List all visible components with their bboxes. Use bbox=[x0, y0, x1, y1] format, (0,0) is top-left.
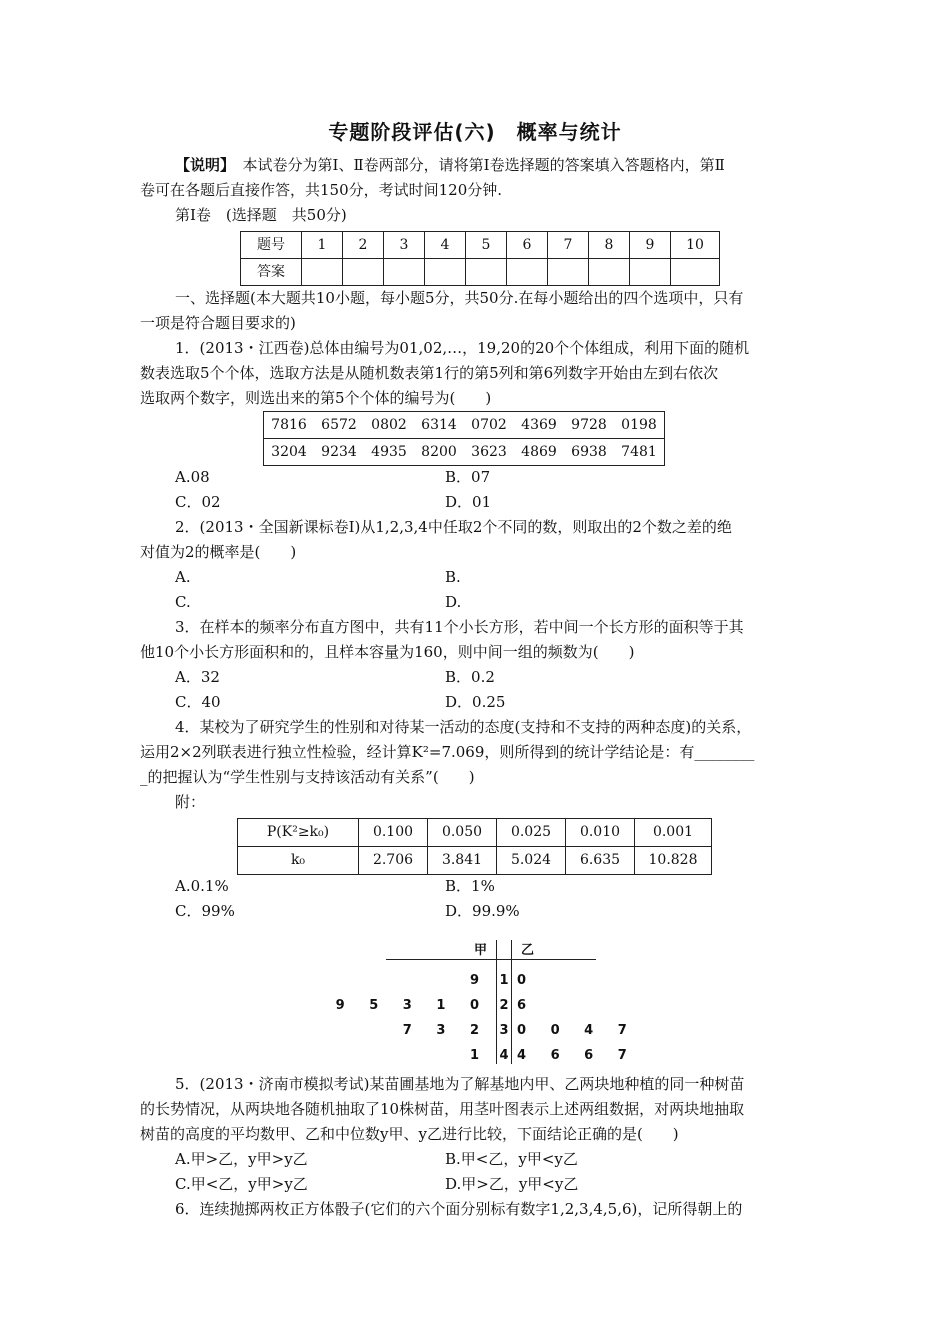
q4-line-3: _的把握认为“学生性别与支持该活动有关系”( ) bbox=[140, 768, 475, 786]
random-number: 9728 bbox=[564, 412, 614, 439]
q4-option-d[interactable]: D．99.9% bbox=[445, 902, 520, 920]
answer-table-answer-head: 答案 bbox=[241, 259, 302, 286]
answer-number: 1 bbox=[302, 232, 343, 259]
answer-table bbox=[240, 231, 720, 286]
stem-leaf-right-leaves: 0 bbox=[517, 973, 537, 988]
q5-option-b[interactable]: B.甲<乙，y甲<y乙 bbox=[445, 1150, 578, 1168]
q5-line-2: 的长势情况，从两块地各随机抽取了10株树苗，用茎叶图表示上述两组数据，对两块地抽取 bbox=[140, 1100, 745, 1118]
random-number: 6572 bbox=[314, 412, 364, 439]
answer-cell[interactable] bbox=[302, 259, 343, 286]
answer-number: 8 bbox=[589, 232, 630, 259]
chi-square-k-value: 3.841 bbox=[428, 847, 497, 875]
answer-number: 4 bbox=[425, 232, 466, 259]
answer-cell[interactable] bbox=[630, 259, 671, 286]
stem-leaf-left-leaves: 9 5 3 1 0 bbox=[335, 998, 489, 1013]
answer-cell[interactable] bbox=[466, 259, 507, 286]
answer-number: 10 bbox=[671, 232, 720, 259]
stem-leaf-right-label: 乙 bbox=[521, 943, 535, 958]
stem-leaf-right-leaves: 6 bbox=[517, 998, 537, 1013]
random-number: 6938 bbox=[564, 439, 614, 466]
intro-line-1: 【说明】 本试卷分为第Ⅰ、Ⅱ卷两部分，请将第Ⅰ卷选择题的答案填入答题格内，第Ⅱ bbox=[175, 156, 725, 174]
q5-option-d[interactable]: D.甲>乙，y甲<y乙 bbox=[445, 1175, 579, 1193]
chi-square-k-value: 5.024 bbox=[497, 847, 566, 875]
stem-leaf-left-label: 甲 bbox=[474, 943, 488, 958]
chi-square-k-head: k₀ bbox=[238, 847, 359, 875]
q1-option-b[interactable]: B．07 bbox=[445, 468, 491, 486]
q4-line-2: 运用2×2列联表进行独立性检验，经计算K²=7.069，则所得到的统计学结论是：有________ bbox=[140, 743, 755, 761]
part-one-heading: 第Ⅰ卷 (选择题 共50分) bbox=[175, 206, 347, 224]
stem-leaf-stem: 2 bbox=[499, 998, 509, 1013]
chi-square-p-value: 0.001 bbox=[635, 819, 712, 847]
chi-square-k-value: 6.635 bbox=[566, 847, 635, 875]
answer-number: 2 bbox=[343, 232, 384, 259]
q5-line-1: 5．(2013・济南市模拟考试)某苗圃基地为了解基地内甲、乙两块地种植的同一种树苗 bbox=[175, 1075, 745, 1093]
random-number: 4935 bbox=[364, 439, 414, 466]
answer-table-number-head: 题号 bbox=[241, 232, 302, 259]
random-number: 8200 bbox=[414, 439, 464, 466]
stem-leaf-stem: 3 bbox=[499, 1023, 509, 1038]
answer-cell[interactable] bbox=[343, 259, 384, 286]
q2-option-b[interactable]: B. bbox=[445, 568, 461, 586]
random-number: 0802 bbox=[364, 412, 414, 439]
q3-option-c[interactable]: C．40 bbox=[175, 693, 221, 711]
stem-leaf-left-leaves: 9 bbox=[469, 973, 489, 988]
random-number: 9234 bbox=[314, 439, 364, 466]
random-number: 0198 bbox=[614, 412, 665, 439]
chi-square-p-value: 0.100 bbox=[359, 819, 428, 847]
stem-leaf-stem: 1 bbox=[499, 973, 509, 988]
q2-option-a[interactable]: A. bbox=[175, 568, 191, 586]
answer-cell[interactable] bbox=[507, 259, 548, 286]
answer-number: 6 bbox=[507, 232, 548, 259]
page-title: 专题阶段评估(六) 概率与统计 bbox=[328, 120, 622, 144]
q3-option-d[interactable]: D．0.25 bbox=[445, 693, 506, 711]
random-number: 4369 bbox=[514, 412, 564, 439]
q6-line-1: 6．连续抛掷两枚正方体骰子(它们的六个面分别标有数字1,2,3,4,5,6)，记所得朝上的 bbox=[175, 1200, 743, 1218]
q5-line-3: 树苗的高度的平均数甲、乙和中位数y甲、y乙进行比较，下面结论正确的是( ) bbox=[140, 1125, 679, 1143]
q3-line-2: 他10个小长方形面积和的，且样本容量为160，则中间一组的频数为( ) bbox=[140, 643, 635, 661]
q1-line-3: 选取两个数字，则选出来的第5个个体的编号为( ) bbox=[140, 389, 492, 407]
chi-square-p-head: P(K²≥k₀) bbox=[238, 819, 359, 847]
random-number: 3204 bbox=[264, 439, 315, 466]
stem-leaf-right-leaves: 4 6 6 7 bbox=[517, 1048, 637, 1063]
stem-leaf-right-leaves: 0 0 4 7 bbox=[517, 1023, 637, 1038]
q4-line-1: 4．某校为了研究学生的性别和对待某一活动的态度(支持和不支持的两种态度)的关系， bbox=[175, 718, 752, 736]
answer-number: 9 bbox=[630, 232, 671, 259]
q4-attachment-label: 附： bbox=[175, 793, 206, 811]
stem-leaf-row bbox=[386, 968, 596, 992]
section-line-2: 一项是符合题目要求的) bbox=[140, 314, 296, 332]
answer-cell[interactable] bbox=[548, 259, 589, 286]
random-number: 6314 bbox=[414, 412, 464, 439]
random-number-table bbox=[263, 411, 665, 466]
stem-leaf-stem: 4 bbox=[499, 1048, 509, 1063]
random-number: 0702 bbox=[464, 412, 514, 439]
answer-cell[interactable] bbox=[425, 259, 466, 286]
answer-cell[interactable] bbox=[671, 259, 720, 286]
random-number: 4869 bbox=[514, 439, 564, 466]
stem-leaf-left-leaves: 1 bbox=[469, 1048, 489, 1063]
stem-leaf-header-rule bbox=[386, 959, 596, 960]
answer-number: 5 bbox=[466, 232, 507, 259]
q2-line-2: 对值为2的概率是( ) bbox=[140, 543, 297, 561]
stem-leaf-row bbox=[386, 1043, 637, 1067]
chi-square-k-value: 2.706 bbox=[359, 847, 428, 875]
chi-square-p-value: 0.050 bbox=[428, 819, 497, 847]
q3-line-1: 3．在样本的频率分布直方图中，共有11个小长方形，若中间一个长方形的面积等于其 bbox=[175, 618, 744, 636]
q1-option-c[interactable]: C．02 bbox=[175, 493, 221, 511]
stem-leaf-plot bbox=[335, 938, 637, 1068]
answer-cell[interactable] bbox=[384, 259, 425, 286]
q1-option-a[interactable]: A.08 bbox=[175, 468, 210, 486]
q3-option-b[interactable]: B．0.2 bbox=[445, 668, 495, 686]
q4-option-b[interactable]: B．1% bbox=[445, 877, 495, 895]
stem-leaf-row bbox=[335, 993, 596, 1017]
q4-option-c[interactable]: C．99% bbox=[175, 902, 235, 920]
section-line-1: 一、选择题(本大题共10小题，每小题5分，共50分.在每小题给出的四个选项中，只有 bbox=[175, 289, 744, 307]
chi-square-p-value: 0.010 bbox=[566, 819, 635, 847]
intro-tag: 【说明】 bbox=[175, 156, 228, 174]
q5-option-a[interactable]: A.甲>乙，y甲>y乙 bbox=[175, 1150, 308, 1168]
answer-number: 3 bbox=[384, 232, 425, 259]
stem-leaf-left-leaves: 7 3 2 bbox=[402, 1023, 489, 1038]
intro-line-2: 卷可在各题后直接作答，共150分，考试时间120分钟. bbox=[140, 181, 503, 199]
answer-cell[interactable] bbox=[589, 259, 630, 286]
chi-square-table bbox=[237, 818, 712, 875]
random-number: 3623 bbox=[464, 439, 514, 466]
q4-option-a[interactable]: A.0.1% bbox=[175, 877, 229, 895]
q1-option-d[interactable]: D．01 bbox=[445, 493, 492, 511]
q2-option-c[interactable]: C. bbox=[175, 593, 191, 611]
random-number: 7816 bbox=[264, 412, 315, 439]
answer-number: 7 bbox=[548, 232, 589, 259]
q1-line-1: 1．(2013・江西卷)总体由编号为01,02,…，19,20的20个个体组成，利用下面的随机 bbox=[175, 339, 750, 357]
q2-line-1: 2．(2013・全国新课标卷Ⅰ)从1,2,3,4中任取2个不同的数，则取出的2个数之差的绝 bbox=[175, 518, 732, 536]
q2-option-d[interactable]: D. bbox=[445, 593, 462, 611]
q1-line-2: 数表选取5个个体，选取方法是从随机数表第1行的第5列和第6列数字开始由左到右依次 bbox=[140, 364, 719, 382]
chi-square-k-value: 10.828 bbox=[635, 847, 712, 875]
chi-square-p-value: 0.025 bbox=[497, 819, 566, 847]
random-number: 7481 bbox=[614, 439, 665, 466]
stem-leaf-row bbox=[386, 1018, 637, 1042]
q3-option-a[interactable]: A．32 bbox=[175, 668, 220, 686]
q5-option-c[interactable]: C.甲<乙，y甲>y乙 bbox=[175, 1175, 308, 1193]
